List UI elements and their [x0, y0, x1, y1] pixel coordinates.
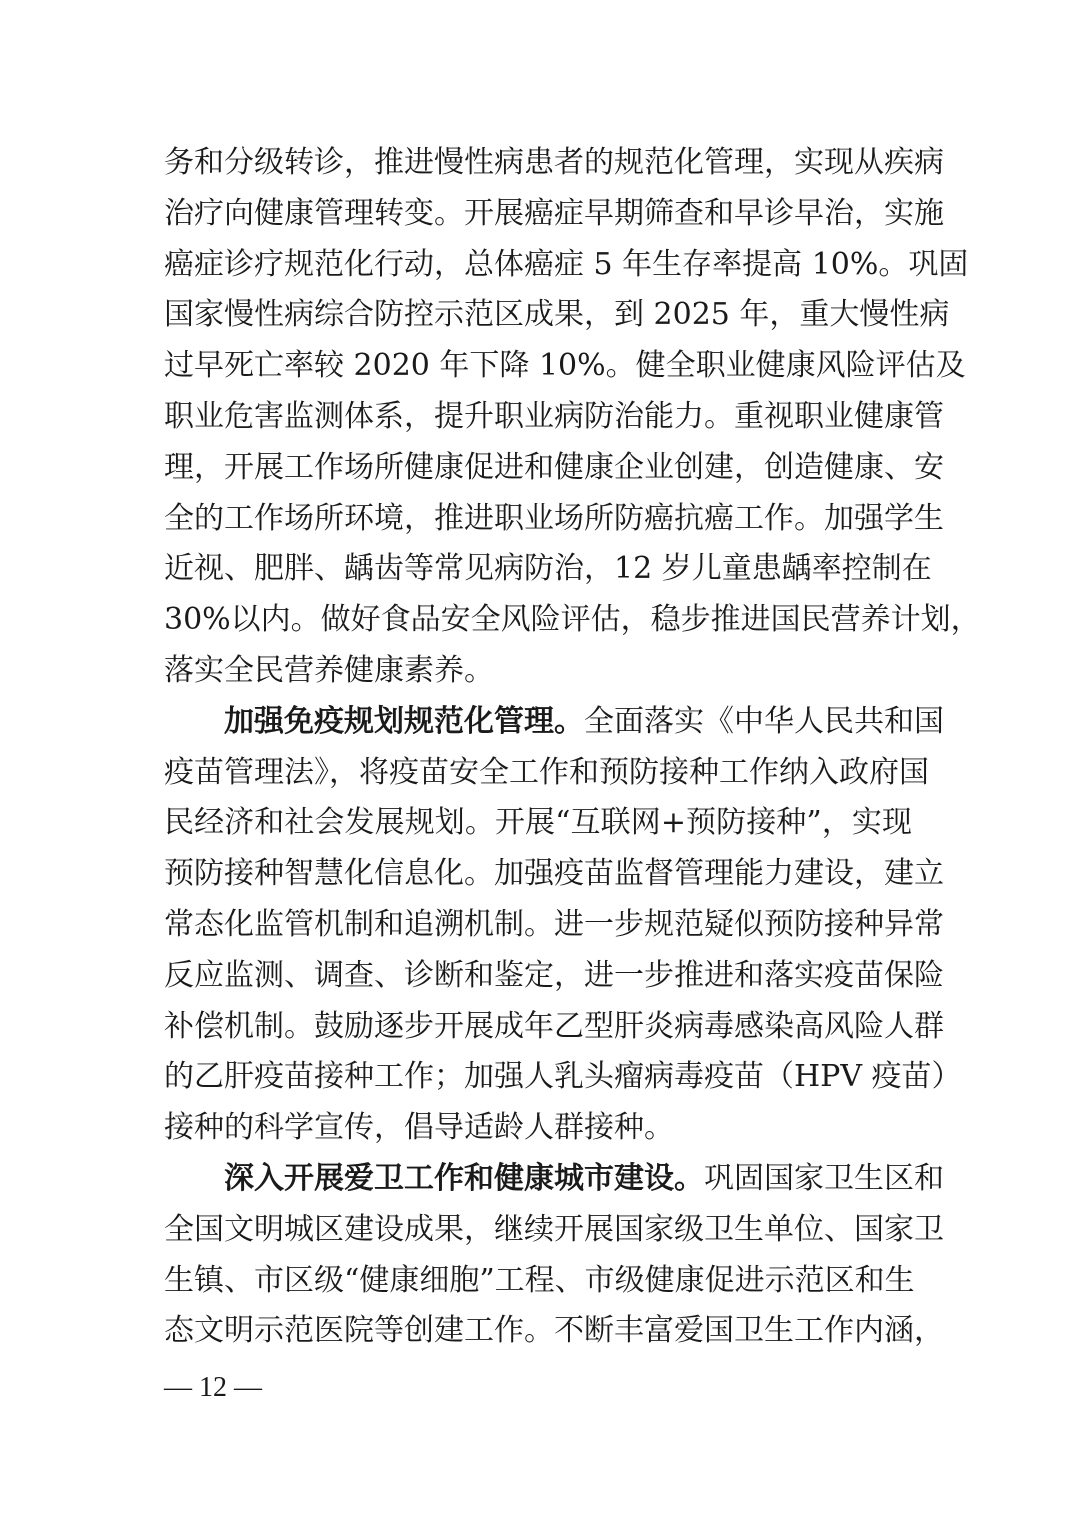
text-line: 全国文明城区建设成果，继续开展国家级卫生单位、国家卫: [164, 1211, 944, 1247]
text-line: 疫苗管理法》，将疫苗安全工作和预防接种工作纳入政府国: [164, 754, 929, 790]
text-line: 民经济和社会发展规划。开展“互联网+预防接种”，实现: [164, 805, 912, 841]
paragraph-heading: 加强免疫规划规范化管理。: [224, 703, 584, 739]
text-line: 常态化监管机制和追溯机制。进一步规范疑似预防接种异常: [164, 906, 944, 942]
text-line: 落实全民营养健康素养。: [164, 652, 494, 688]
text-line: 过早死亡率较 2020 年下降 10%。健全职业健康风险评估及: [164, 348, 966, 384]
text-line: 治疗向健康管理转变。开展癌症早期筛查和早诊早治，实施: [164, 195, 944, 231]
text-line-first: [164, 697, 944, 748]
text-line: 务和分级转诊，推进慢性病患者的规范化管理，实现从疾病: [164, 145, 944, 180]
text-line: 反应监测、调查、诊断和鉴定，进一步推进和落实疫苗保险: [164, 957, 944, 993]
text-line: 预防接种智慧化信息化。加强疫苗监督管理能力建设，建立: [164, 856, 944, 892]
text-line-first: [164, 1154, 944, 1205]
paragraph-heading: 深入开展爱卫工作和健康城市建设。: [224, 1160, 704, 1196]
text-line: 近视、肥胖、龋齿等常见病防治，12 岁儿童患龋率控制在: [164, 551, 932, 587]
text-line: 生镇、市区级“健康细胞”工程、市级健康促进示范区和生: [164, 1262, 915, 1298]
text-line: 态文明示范医院等创建工作。不断丰富爱国卫生工作内涵，: [164, 1313, 944, 1349]
text-line: 接种的科学宣传，倡导适龄人群接种。: [164, 1110, 674, 1146]
text-line: 的乙肝疫苗接种工作；加强人乳头瘤病毒疫苗（HPV 疫苗）: [164, 1059, 962, 1095]
text-line: 30%以内。做好食品安全风险评估，稳步推进国民营养计划，: [164, 602, 981, 638]
text-line: 全的工作场所环境，推进职业场所防癌抗癌工作。加强学生: [164, 500, 944, 536]
text-line: 补偿机制。鼓励逐步开展成年乙型肝炎病毒感染高风险人群: [164, 1008, 944, 1044]
text-line: 职业危害监测体系，提升职业病防治能力。重视职业健康管: [164, 398, 944, 434]
document-body: [164, 138, 981, 1357]
text-run: 全面落实《中华人民共和国: [584, 703, 944, 739]
text-line: 国家慢性病综合防控示范区成果，到 2025 年，重大慢性病: [164, 297, 950, 333]
page-number: — 12 —: [164, 1372, 262, 1403]
paragraph-chronic-disease: [164, 138, 981, 697]
text-run: 巩固国家卫生区和: [704, 1160, 944, 1196]
paragraph-immunization: [164, 697, 962, 1154]
text-line: 癌症诊疗规范化行动，总体癌症 5 年生存率提高 10%。巩固: [164, 246, 969, 282]
text-line: 理，开展工作场所健康促进和健康企业创建，创造健康、安: [164, 449, 944, 485]
paragraph-healthy-city: [164, 1154, 944, 1357]
